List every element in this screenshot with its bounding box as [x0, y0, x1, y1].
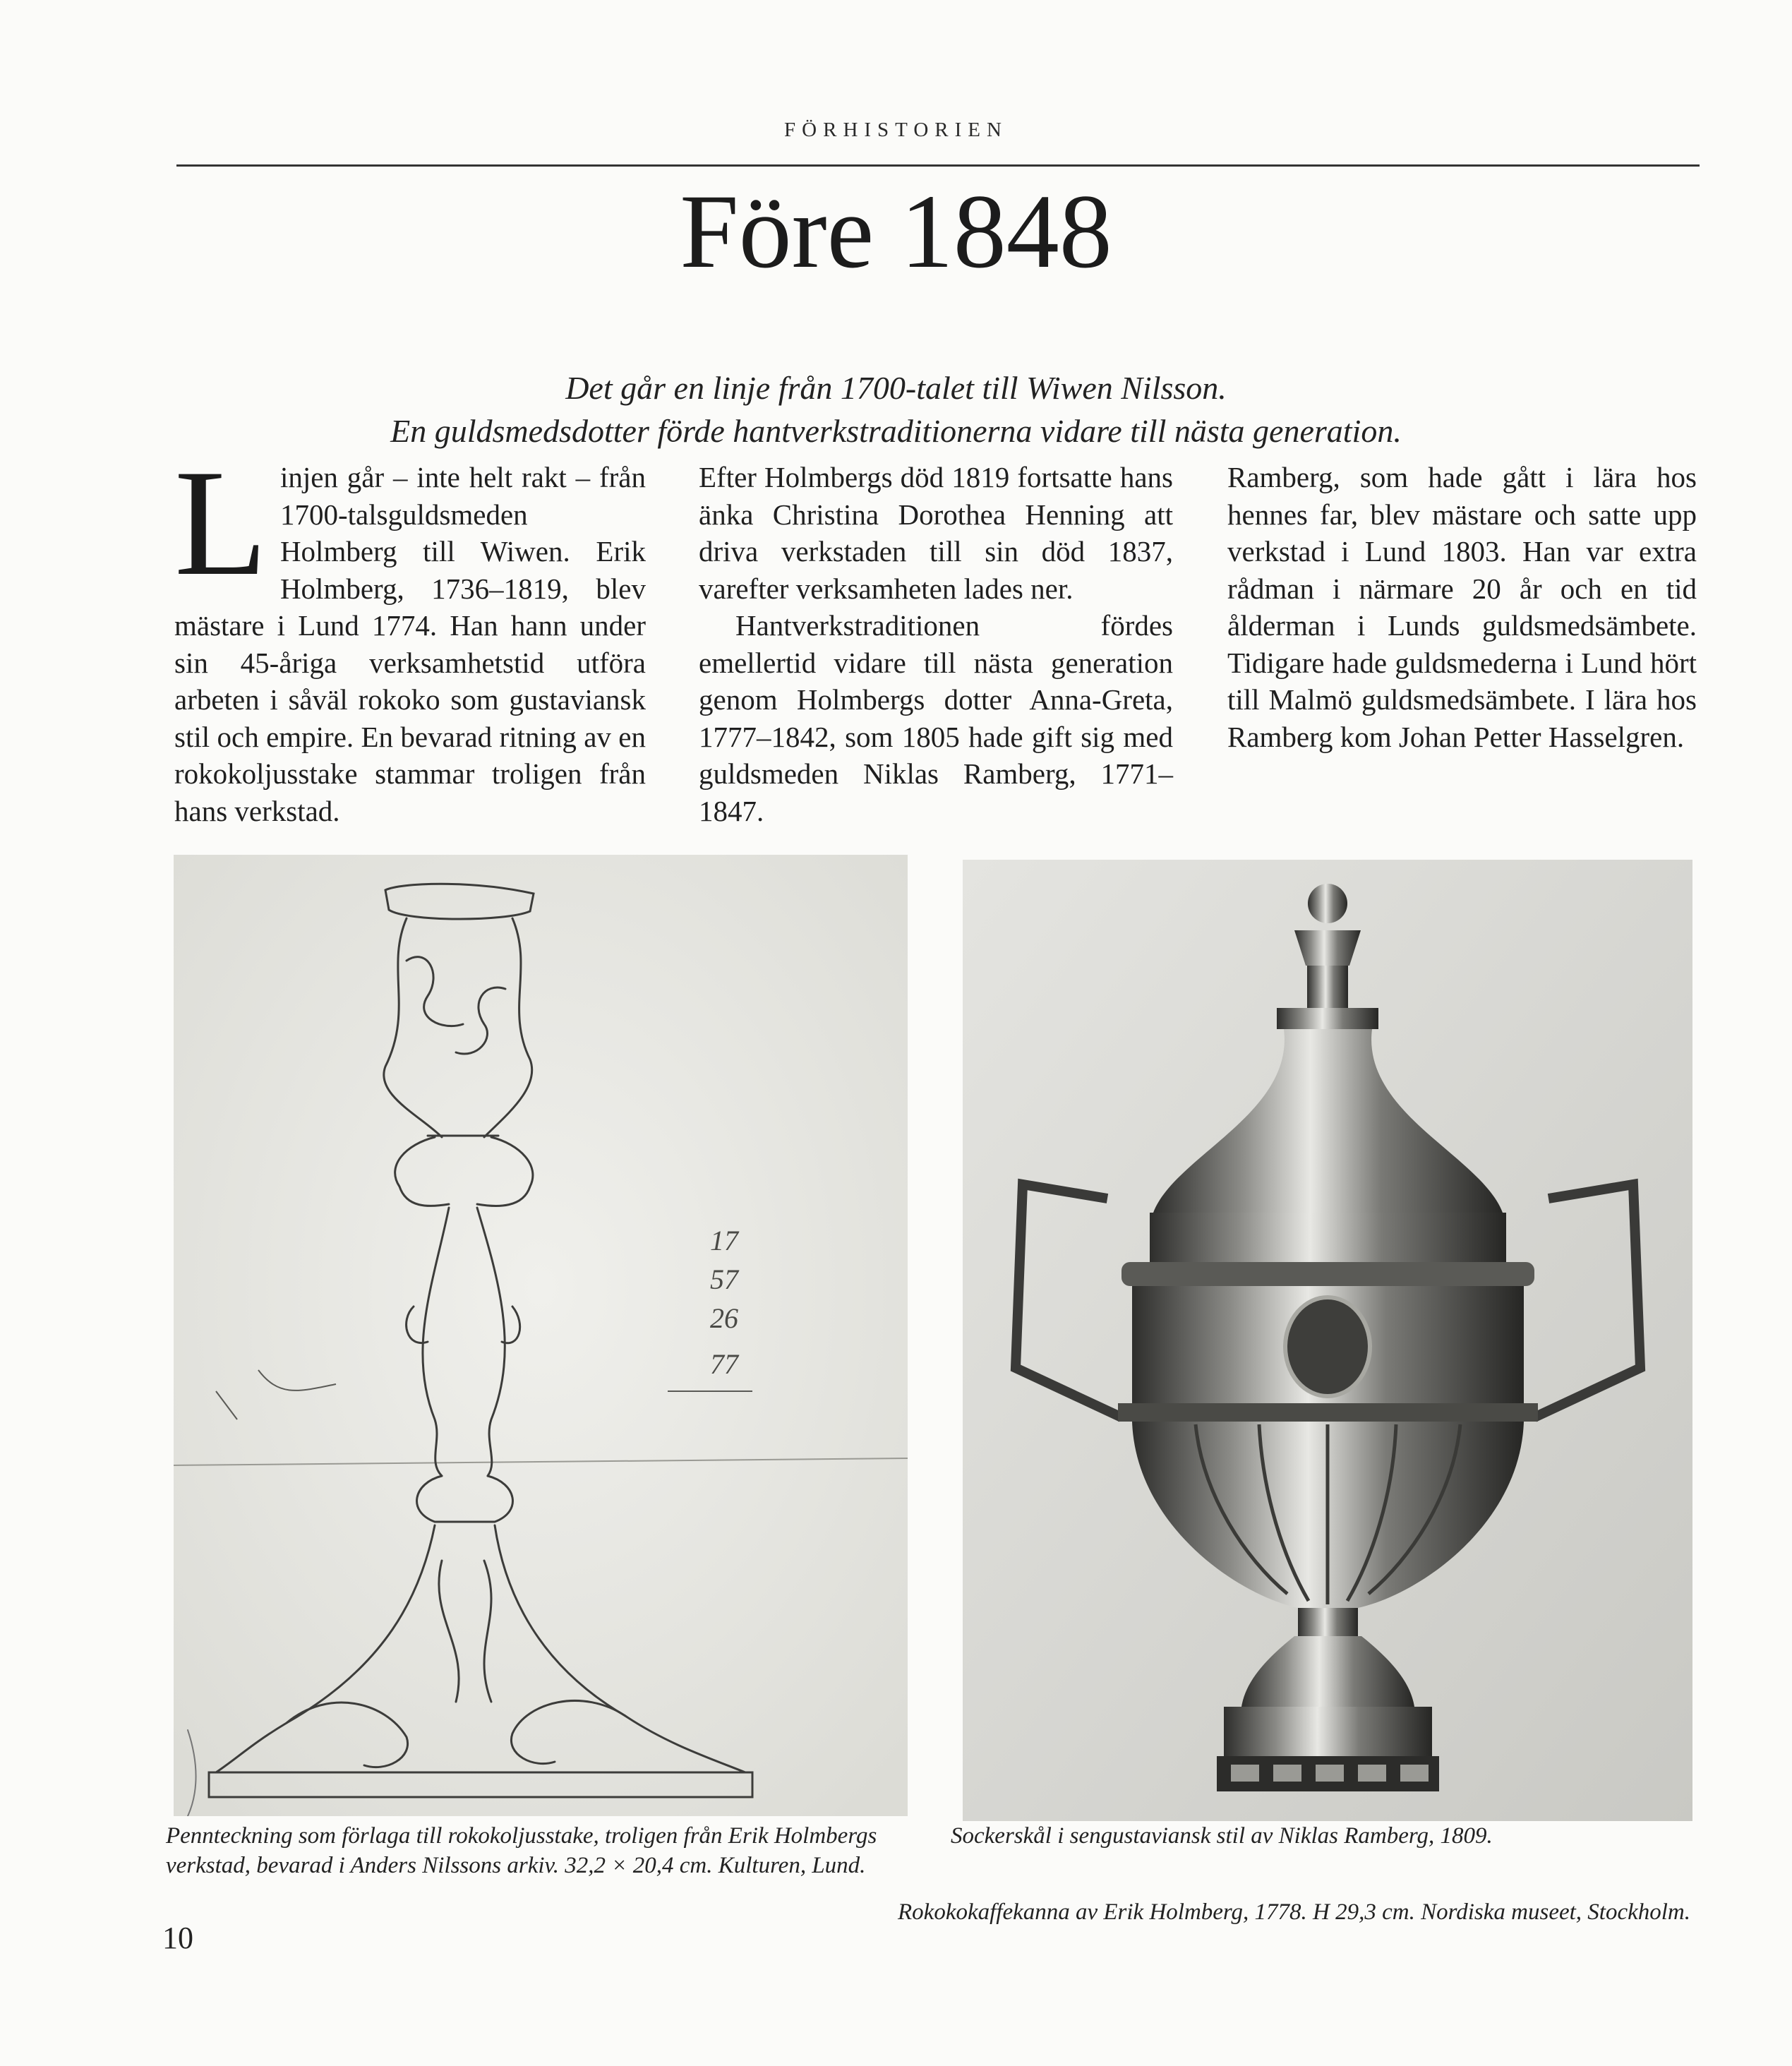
page-number: 10	[162, 1921, 193, 1955]
column-1-paragraph: injen går – inte helt rakt – från 1700-talsguldsmeden Holmberg till Wiwen. Erik Holmberg, 1736–1819, blev mästare i Lund 1774. Han hann under sin 45-åriga verksamhetstid utföra arbeten i såväl rokoko som gustaviansk stil och empire. En bevarad ritning av en rokokoljusstake stammar troligen från hans verkstad.	[174, 461, 646, 827]
sketch-number-4: 77	[710, 1348, 738, 1380]
header-rule	[176, 164, 1700, 167]
section-label: FÖRHISTORIEN	[784, 119, 1008, 141]
lead-line-2: En guldsmedsdotter förde hantverkstraditionerna vidare till nästa generation.	[390, 413, 1402, 449]
drawing-caption: Pennteckning som förlaga till rokokoljusstake, troligen från Erik Holmbergs verkstad, bevarad i Anders Nilssons arkiv. 32,2 × 20,4 cm. Kulturen, Lund.	[166, 1823, 877, 1878]
column-2-paragraph-2: Hantverkstraditionen fördes emellertid vidare till nästa generation genom Holmbergs dotter Anna-Greta, 1777–1842, som 1805 hade gift sig med guldsmeden Niklas Ramberg, 1771–1847.	[699, 609, 1173, 827]
page-title: Före 1848	[680, 173, 1112, 290]
candlestick-drawing-image	[174, 855, 908, 1816]
coffee-pot-caption: Rokokokaffekanna av Erik Holmberg, 1778. H 29,3 cm. Nordiska museet, Stockholm.	[898, 1899, 1690, 1925]
sketch-number-1: 17	[710, 1225, 738, 1256]
text-column-3	[1227, 459, 1697, 755]
candlestick-sketch	[174, 855, 908, 1816]
lead-line-1: Det går en linje från 1700-talet till Wiwen Nilsson.	[565, 370, 1227, 406]
text-column-2	[699, 459, 1173, 829]
sketch-number-3: 26	[710, 1302, 738, 1334]
sugar-bowl-caption: Sockerskål i sengustaviansk stil av Niklas Ramberg, 1809.	[951, 1823, 1493, 1849]
sugar-bowl-illustration	[963, 860, 1692, 1821]
column-2-paragraph-1: Efter Holmbergs död 1819 fortsatte hans änka Christina Dorothea Henning att driva verkstaden till sin död 1837, varefter verksamheten lades ner.	[699, 461, 1173, 605]
sketch-number-2: 57	[710, 1263, 738, 1295]
sugar-bowl-photo	[963, 860, 1692, 1821]
text-column-1	[174, 438, 646, 829]
column-3-paragraph: Ramberg, som hade gått i lära hos hennes far, blev mästare och satte upp verkstad i Lund 1803. Han var extra rådman i närmare 20 år och en tid ålderman i Lunds guldsmedsämbete. Tidigare hade guldsmederna i Lund hört till Malmö guldsmedsämbete. I lära hos Ramberg kom Johan Petter Hasselgren.	[1227, 461, 1697, 753]
drop-cap: L	[174, 438, 267, 607]
